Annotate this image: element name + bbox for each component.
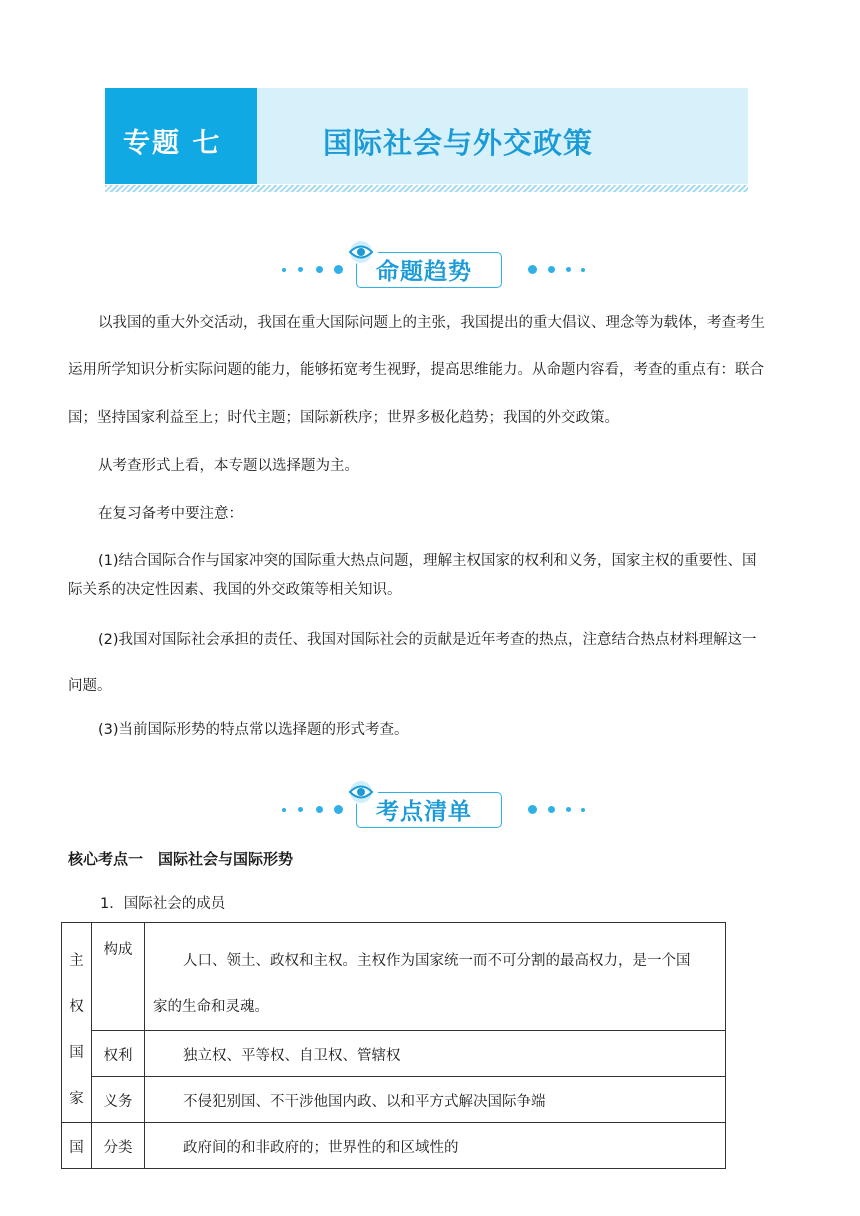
intro-line: (3)当前国际形势的特点常以选择题的形式考查。 [98, 722, 409, 738]
sub-heading: 1．国际社会的成员 [100, 896, 226, 912]
table-cell-group [62, 1123, 92, 1169]
table-cell-content [145, 1123, 726, 1169]
topic-title: 国际社会与外交政策 [323, 126, 594, 160]
intro-line: 问题。 [68, 678, 112, 694]
topic-number: 专题 七 [123, 128, 222, 159]
row-label: 构成 [103, 942, 133, 958]
group-char: 权 [69, 999, 84, 1015]
row-label: 义务 [103, 1094, 133, 1110]
section-title: 考点清单 [376, 799, 472, 825]
intro-line: 以我国的重大外交活动，我国在重大国际问题上的主张，我国提出的重大倡议、理念等为载体，考查考生 [98, 315, 765, 331]
intro-line: 国；坚持国家利益至上；时代主题；国际新秩序；世界多极化趋势；我国的外交政策。 [68, 410, 619, 426]
row-label: 权利 [103, 1048, 133, 1064]
group-char: 主 [69, 953, 84, 969]
table-cell-group [62, 923, 92, 1123]
table-cell-content [145, 923, 726, 1031]
intro-line: 际关系的决定性因素、我国的外交政策等相关知识。 [68, 582, 402, 598]
table-cell-label [92, 1077, 145, 1123]
group-char: 国 [69, 1045, 84, 1061]
core-heading: 核心考点一 国际社会与国际形势 [68, 850, 294, 868]
table-cell-label [92, 1123, 145, 1169]
table-cell-label [92, 1031, 145, 1077]
group-char: 家 [69, 1091, 84, 1107]
topic-banner [105, 88, 748, 184]
intro-line: (1)结合国际合作与国家冲突的国际重大热点问题，理解主权国家的权利和义务，国家主权的重要性、国 [98, 553, 757, 569]
section-heading-checklist [280, 780, 580, 830]
banner-underline [105, 185, 748, 192]
row-content: 政府间的和非政府的；世界性的和区域性的 [183, 1140, 459, 1156]
table-cell-content [145, 1031, 726, 1077]
row-content: 家的生命和灵魂。 [153, 999, 269, 1015]
table-row [62, 1031, 726, 1077]
group-char: 国 [69, 1140, 84, 1156]
table-row [62, 923, 726, 1031]
row-content: 独立权、平等权、自卫权、管辖权 [183, 1048, 401, 1064]
eye-icon [344, 780, 378, 804]
table-cell-content [145, 1077, 726, 1123]
eye-icon [344, 240, 378, 264]
row-content: 不侵犯别国、不干涉他国内政、以和平方式解决国际争端 [183, 1094, 546, 1110]
section-heading-trend [280, 240, 580, 290]
table-row [62, 1123, 726, 1169]
members-table [61, 922, 726, 1169]
section-title: 命题趋势 [376, 259, 472, 285]
intro-line: 运用所学知识分析实际问题的能力，能够拓宽考生视野，提高思维能力。从命题内容看，考查的重点有：联合 [68, 362, 764, 378]
table-cell-label [92, 923, 145, 1031]
intro-line: (2)我国对国际社会承担的责任、我国对国际社会的贡献是近年考查的热点，注意结合热点材料理解这一 [98, 632, 757, 648]
row-label: 分类 [103, 1140, 133, 1156]
row-content: 人口、领土、政权和主权。主权作为国家统一而不可分割的最高权力，是一个国 [183, 953, 691, 969]
intro-line: 在复习备考中要注意： [98, 506, 243, 522]
table-row [62, 1077, 726, 1123]
topic-number-box [105, 88, 257, 184]
intro-line: 从考查形式上看，本专题以选择题为主。 [98, 458, 359, 474]
